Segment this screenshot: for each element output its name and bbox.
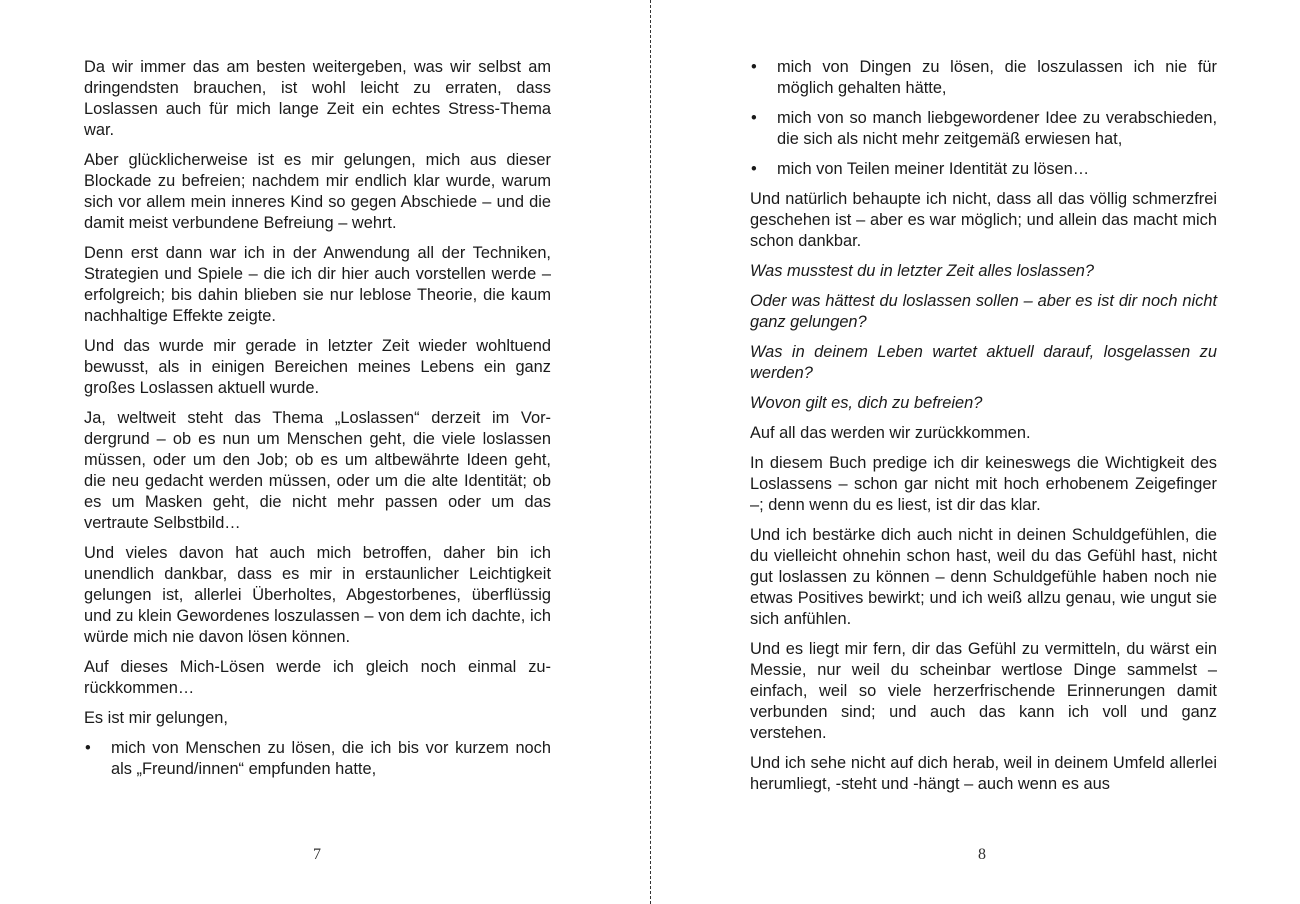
bullet-list bbox=[750, 57, 1217, 180]
bullet-item: • mich von so manch liebgewordener Idee zu verabschieden, die sich als nicht mehr zeitgemäß erwiesen hat, bbox=[750, 108, 1217, 150]
paragraph: Und es liegt mir fern, dir das Gefühl zu vermitteln, du wärst ein Messie, nur weil du scheinbar wertlose Dinge sammelst – einfach, weil so viele herzerfrischende Erinnerungen damit verbunden sind; und auch das kann ich voll und ganz verstehen. bbox=[750, 640, 1217, 742]
right-page-body bbox=[750, 57, 1217, 804]
paragraph: Auf dieses Mich-Lösen werde ich gleich noch einmal zurückkommen… bbox=[84, 658, 551, 697]
paragraph: Und ich sehe nicht auf dich herab, weil in deinem Umfeld allerlei herumliegt, -steht und -hängt – auch wenn es aus bbox=[750, 754, 1217, 793]
paragraph: Und das wurde mir gerade in letzter Zeit wieder wohltuend bewusst, als in einigen Bereichen meines Lebens ein ganz großes Loslassen aktuell wurde. bbox=[84, 337, 551, 397]
paragraph: Und vieles davon hat auch mich betroffen, daher bin ich unendlich dankbar, dass es mir in erstaunlicher Leichtigkeit gelungen ist, allerlei Überholtes, Abgestorbenes, überflüssig und zu klein Gewordenes loszulassen – von dem ich dachte, ich würde mich nie davon lösen können. bbox=[84, 544, 551, 646]
paragraph: Da wir immer das am besten weitergeben, was wir selbst am dringendsten brauchen, ist wohl leicht zu erraten, dass Loslassen auch für mich lange Zeit ein echtes Stress-Thema war. bbox=[84, 58, 551, 139]
paragraph: Aber glücklicherweise ist es mir gelungen, mich aus dieser Blockade zu befreien; nachdem mir endlich klar wurde, warum sich vor allem mein inneres Kind so gegen Abschiede – und die damit meist verbundene Befreiung – wehrt. bbox=[84, 151, 551, 232]
question: Oder was hättest du loslassen sollen – aber es ist dir noch nicht ganz gelungen? bbox=[750, 292, 1217, 331]
paragraph: Und ich bestärke dich auch nicht in deinen Schuldgefühlen, die du vielleicht ohnehin schon hast, weil du das Gefühl hast, nicht gut loslassen zu können – denn Schuldgefühle haben noch nie etwas Positives bewirkt; und ich weiß allzu genau, wie ungut sie sich anfühlen. bbox=[750, 526, 1217, 628]
question: Was in deinem Leben wartet aktuell darauf, losgelassen zu werden? bbox=[750, 343, 1217, 382]
left-page-body bbox=[84, 57, 551, 789]
bullet-item: • mich von Teilen meiner Identität zu lösen… bbox=[750, 159, 1217, 180]
paragraph: Denn erst dann war ich in der Anwendung all der Techniken, Strategien und Spiele – die ich dir hier auch vorstellen werde – erfolgreich; bis dahin blieben sie nur leblose Theorie, die kaum nachhaltige Effekte zeigte. bbox=[84, 244, 551, 325]
bullet-item: • mich von Dingen zu lösen, die loszulassen ich nie für möglich gehalten hätte, bbox=[750, 57, 1217, 99]
page-number: 7 bbox=[313, 846, 321, 863]
bullet-item: • mich von Menschen zu lösen, die ich bis vor kurzem noch als „Freund/innen“ empfunden hatte, bbox=[84, 738, 551, 780]
paragraph: In diesem Buch predige ich dir keineswegs die Wichtigkeit des Loslassens – schon gar nicht mit hoch erhobenem Zeigefinger –; denn wenn du es liest, ist dir das klar. bbox=[750, 454, 1217, 514]
paragraph: Es ist mir gelungen, bbox=[84, 709, 228, 727]
bullet-list bbox=[84, 738, 551, 780]
question: Wovon gilt es, dich zu befreien? bbox=[750, 394, 983, 412]
paragraph: Ja, weltweit steht das Thema „Loslassen“ derzeit im Vordergrund – ob es nun um Menschen geht, die viele loslassen müssen, oder um den Job; ob es um altbewährte Ideen geht, die neu gedacht werden müssen, oder um die alte Identität; ob es um Masken geht, die nicht mehr passen oder um das vertraute Selbstbild… bbox=[84, 409, 551, 532]
right-page bbox=[650, 0, 1300, 904]
question: Was musstest du in letzter Zeit alles loslassen? bbox=[750, 262, 1095, 280]
page-number: 8 bbox=[978, 846, 986, 863]
paragraph: Und natürlich behaupte ich nicht, dass all das völlig schmerzfrei geschehen ist – aber es war möglich; und allein das macht mich schon dankbar. bbox=[750, 190, 1217, 250]
paragraph: Auf all das werden wir zurückkommen. bbox=[750, 424, 1031, 442]
